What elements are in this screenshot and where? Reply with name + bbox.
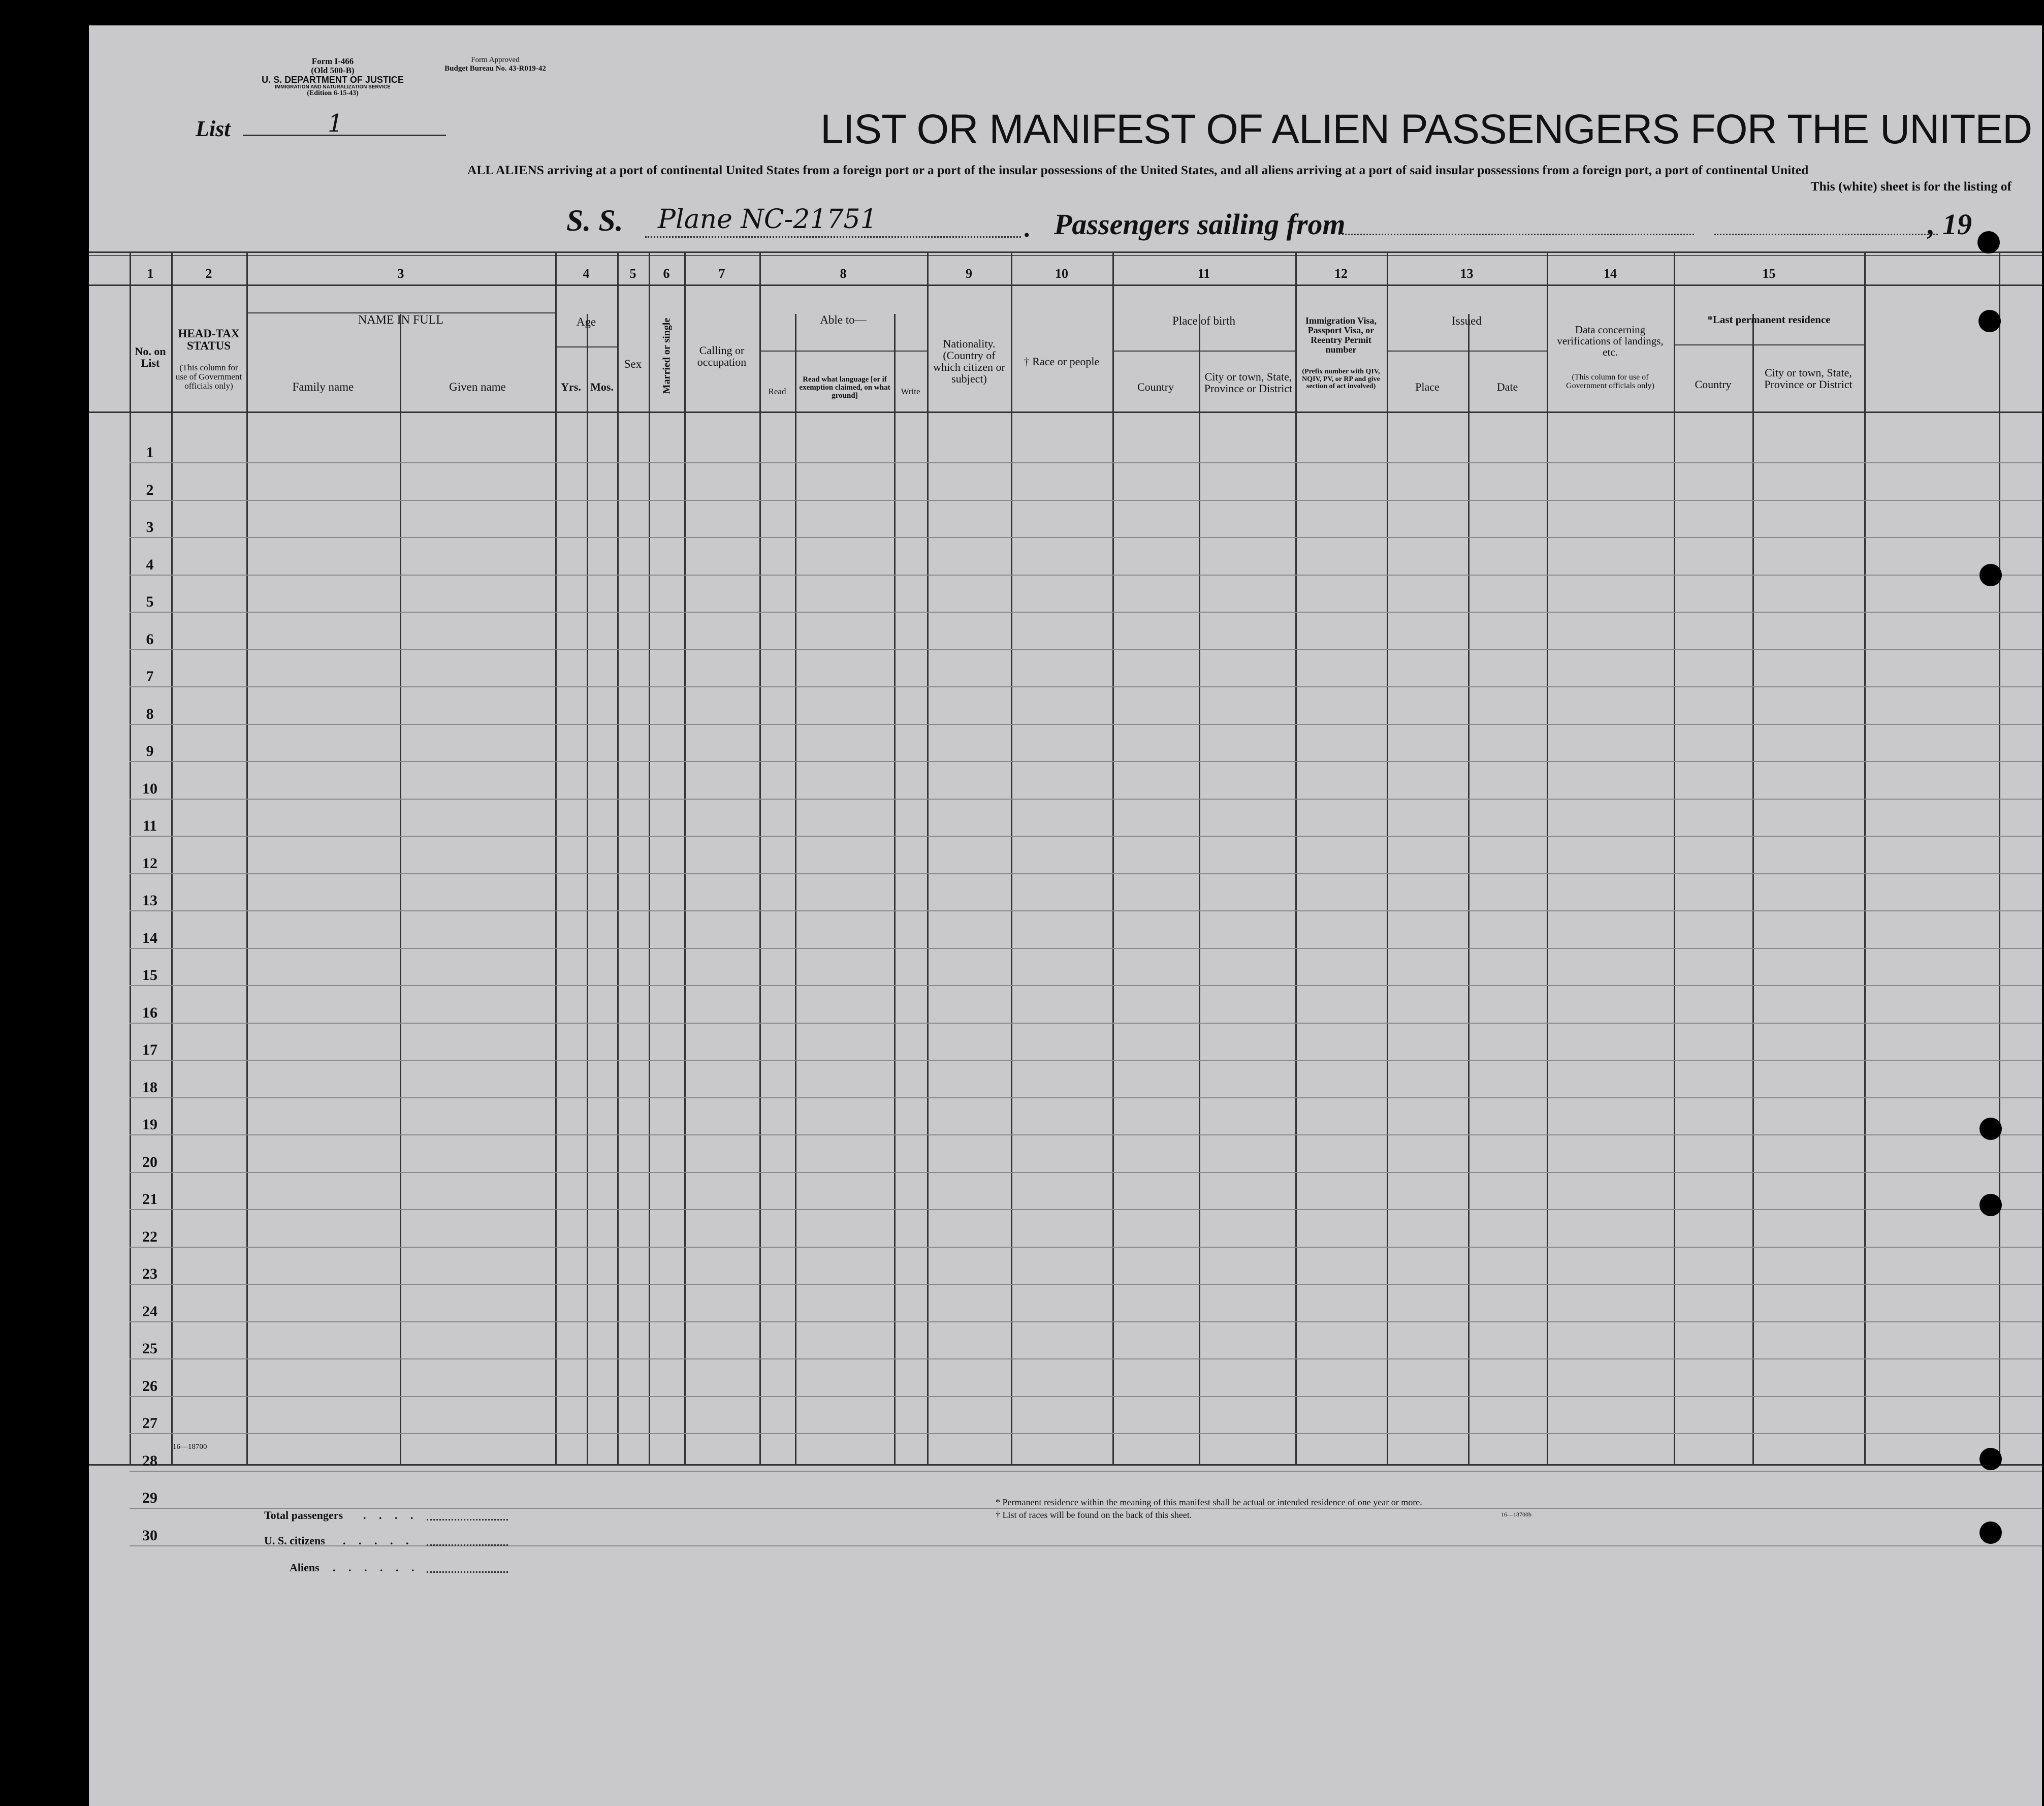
department: U. S. DEPARTMENT OF JUSTICE bbox=[262, 74, 404, 85]
col-number-5: 5 bbox=[629, 266, 636, 281]
form-number: Form I-466 bbox=[311, 56, 354, 66]
table-row[interactable] bbox=[130, 1060, 2042, 1061]
row-number: 21 bbox=[142, 1191, 157, 1208]
subtitle-line-1: ALL ALIENS arriving at a port of continental United States from a foreign port or a port of the insular possessions of the United States, and all aliens arriving at a port of said insular possessions from a foreign port, a port of continental United bbox=[467, 163, 1809, 177]
col-number-11: 11 bbox=[1197, 266, 1210, 281]
row-number: 10 bbox=[142, 780, 157, 797]
punch-hole bbox=[1979, 1118, 2002, 1140]
table-top-border bbox=[89, 251, 2042, 253]
table-row[interactable] bbox=[130, 1209, 2042, 1210]
header-read: Read bbox=[768, 387, 786, 396]
table-row[interactable] bbox=[130, 1471, 2042, 1472]
table-row[interactable] bbox=[130, 1545, 2042, 1546]
list-label: List bbox=[196, 116, 231, 141]
row-number: 14 bbox=[142, 929, 157, 946]
row-number: 13 bbox=[142, 892, 157, 909]
table-row[interactable] bbox=[130, 948, 2042, 949]
header-head-tax-note: (This column for use of Government officials only) bbox=[175, 363, 242, 391]
edition: (Edition 6-15-43) bbox=[307, 89, 359, 98]
sailing-from-line[interactable] bbox=[1338, 234, 1694, 235]
row-number: 30 bbox=[142, 1527, 157, 1544]
header-issued-date: Date bbox=[1496, 381, 1518, 393]
table-row[interactable] bbox=[130, 1433, 2042, 1434]
punch-hole bbox=[1979, 1448, 2002, 1470]
row-number: 25 bbox=[142, 1340, 157, 1357]
table-row[interactable] bbox=[130, 612, 2042, 613]
header-age-yrs: Yrs. bbox=[561, 381, 581, 393]
row-number: 2 bbox=[146, 481, 154, 498]
footnote-races: † List of races will be found on the back of this sheet. bbox=[996, 1510, 1192, 1520]
row-number: 12 bbox=[142, 854, 157, 872]
table-row[interactable] bbox=[130, 1134, 2042, 1135]
header-place-of-birth: Place of birth bbox=[1172, 314, 1235, 327]
header-family-name: Family name bbox=[292, 381, 354, 393]
form-approved: Form Approved bbox=[471, 56, 520, 64]
punch-hole bbox=[1978, 310, 2001, 332]
header-read-language: Read what language [or if exemption claimed, on what ground] bbox=[799, 375, 890, 400]
aliens-dots: . . . . . . bbox=[333, 1561, 420, 1574]
us-citizens-dots: . . . . . bbox=[343, 1534, 414, 1547]
service-name: IMMIGRATION AND NATURALIZATION SERVICE bbox=[275, 84, 391, 90]
old-form-number: (Old 500-B) bbox=[311, 65, 355, 75]
header-visa-note: (Prefix number with QIV, NQIV, PV, or RP and give section of act involved) bbox=[1302, 368, 1380, 391]
total-passengers-dots: . . . . bbox=[363, 1509, 419, 1522]
form-id-block bbox=[236, 57, 429, 98]
row-number: 15 bbox=[142, 967, 157, 984]
aliens-label: Aliens bbox=[290, 1561, 320, 1574]
table-row[interactable] bbox=[130, 1023, 2042, 1024]
header-age-mos: Mos. bbox=[590, 381, 614, 393]
header-nationality: Nationality. (Country of which citizen or subject) bbox=[933, 337, 1005, 386]
col-number-15: 15 bbox=[1762, 266, 1776, 281]
subheader-rule bbox=[555, 346, 617, 347]
col-number-6: 6 bbox=[663, 266, 670, 281]
ss-period: . bbox=[1024, 214, 1030, 242]
row-number: 26 bbox=[142, 1377, 157, 1395]
total-passengers-label: Total passengers bbox=[264, 1509, 343, 1522]
header-data-concerning: Data concerning verifications of landings, etc. bbox=[1557, 324, 1664, 359]
header-residence-country: Country bbox=[1695, 378, 1732, 391]
row-number: 3 bbox=[146, 519, 154, 535]
header-data-note: (This column for use of Government officials only) bbox=[1566, 373, 1654, 390]
punch-hole bbox=[1977, 231, 2000, 254]
header-visa: Immigration Visa, Passport Visa, or Reentry Permit number bbox=[1305, 315, 1377, 355]
footer-code: 16—18700b bbox=[1501, 1511, 1531, 1518]
total-passengers-field[interactable] bbox=[427, 1519, 508, 1520]
table-bottom-rule bbox=[89, 1464, 2042, 1466]
row-number: 5 bbox=[146, 593, 154, 610]
row-number: 29 bbox=[142, 1490, 157, 1506]
header-no-on-list: No. on List bbox=[135, 345, 166, 370]
table-row[interactable] bbox=[130, 1097, 2042, 1098]
col-number-9: 9 bbox=[966, 266, 972, 281]
ship-name[interactable]: Plane NC-21751 bbox=[658, 204, 877, 235]
list-line bbox=[243, 135, 446, 136]
us-citizens-field[interactable] bbox=[427, 1544, 508, 1546]
punch-hole bbox=[1979, 1522, 2002, 1544]
row-number: 27 bbox=[142, 1415, 157, 1432]
table-row[interactable] bbox=[130, 462, 2042, 463]
manifest-sheet bbox=[89, 25, 2042, 1806]
table-row[interactable] bbox=[130, 1284, 2042, 1285]
col-border bbox=[1752, 314, 1754, 1466]
table-row[interactable] bbox=[130, 1172, 2042, 1173]
subheader-rule bbox=[1674, 344, 1864, 345]
list-number: 1 bbox=[328, 109, 343, 138]
table-row[interactable] bbox=[130, 1247, 2042, 1248]
sailing-label: Passengers sailing from bbox=[1054, 208, 1346, 241]
header-issued: Issued bbox=[1452, 314, 1482, 327]
col-number-12: 12 bbox=[1334, 266, 1348, 281]
table-row[interactable] bbox=[130, 1321, 2042, 1322]
row-number: 17 bbox=[142, 1041, 157, 1058]
ss-label: S. S. bbox=[566, 204, 623, 237]
header-birth-country: Country bbox=[1137, 381, 1174, 393]
header-issued-place: Place bbox=[1415, 381, 1440, 393]
col-border bbox=[1199, 314, 1200, 1466]
sailing-date-line[interactable] bbox=[1714, 234, 1938, 235]
row-number: 8 bbox=[146, 705, 154, 722]
col-number-2: 2 bbox=[205, 266, 212, 281]
column-number-rule bbox=[89, 284, 2042, 286]
header-sex: Sex bbox=[624, 358, 642, 370]
row-number: 20 bbox=[142, 1153, 157, 1170]
table-row[interactable] bbox=[130, 724, 2042, 725]
table-row[interactable] bbox=[130, 836, 2042, 837]
col-number-7: 7 bbox=[718, 266, 725, 281]
col-number-13: 13 bbox=[1460, 266, 1474, 281]
table-row[interactable] bbox=[130, 873, 2042, 874]
row-number: 16 bbox=[142, 1004, 157, 1021]
header-married-or-single: Married or single bbox=[661, 318, 673, 394]
manifest-title: LIST OR MANIFEST OF ALIEN PASSENGERS FOR THE UNITED bbox=[820, 106, 2032, 152]
row-number: 22 bbox=[142, 1228, 157, 1245]
row-number: 11 bbox=[142, 817, 157, 834]
header-able-to: Able to— bbox=[820, 313, 867, 326]
footnote-permanent-residence: * Permanent residence within the meaning of this manifest shall be actual or intended residence of one year or more. bbox=[996, 1497, 1422, 1507]
header-name-in-full: NAME IN FULL bbox=[358, 313, 443, 327]
budget-bureau: Budget Bureau No. 43-R019-42 bbox=[444, 64, 546, 73]
row-number: 18 bbox=[142, 1079, 157, 1096]
row-number: 23 bbox=[142, 1265, 157, 1282]
subheader-rule bbox=[759, 351, 927, 352]
approval-block bbox=[414, 56, 577, 73]
header-calling: Calling or occupation bbox=[697, 344, 747, 369]
table-row[interactable] bbox=[130, 799, 2042, 800]
form-code: 16—18700 bbox=[173, 1443, 207, 1451]
table-top-border-2 bbox=[89, 255, 2042, 256]
col-number-3: 3 bbox=[397, 266, 404, 281]
header-given-name: Given name bbox=[449, 381, 506, 393]
col-number-14: 14 bbox=[1604, 266, 1617, 281]
col-number-10: 10 bbox=[1055, 266, 1068, 281]
header-race: † Race or people bbox=[1024, 355, 1100, 368]
col-number-8: 8 bbox=[840, 266, 847, 281]
header-bottom-rule bbox=[89, 411, 2042, 413]
row-number: 1 bbox=[146, 444, 154, 461]
punch-hole bbox=[1979, 564, 2002, 586]
subheader-rule bbox=[1112, 351, 1295, 352]
col-border bbox=[400, 314, 401, 1466]
header-birth-city: City or town, State, Province or District bbox=[1204, 370, 1293, 395]
row-number: 24 bbox=[142, 1303, 157, 1320]
table-row[interactable] bbox=[130, 649, 2042, 650]
row-number: 6 bbox=[146, 630, 154, 648]
table-row[interactable] bbox=[130, 761, 2042, 762]
col-border bbox=[587, 314, 588, 1466]
col-number-1: 1 bbox=[147, 266, 154, 281]
table-row[interactable] bbox=[130, 985, 2042, 986]
ship-name-line bbox=[645, 236, 1021, 238]
row-number: 9 bbox=[146, 743, 154, 759]
us-citizens-label: U. S. citizens bbox=[264, 1534, 325, 1547]
year-prefix: , 19 bbox=[1928, 208, 1972, 241]
table-row[interactable] bbox=[130, 575, 2042, 576]
table-row[interactable] bbox=[130, 537, 2042, 538]
punch-hole bbox=[1979, 1194, 2002, 1216]
col-border bbox=[894, 314, 896, 1466]
table-row[interactable] bbox=[130, 500, 2042, 501]
row-number: 4 bbox=[146, 556, 154, 573]
table-row[interactable] bbox=[130, 1396, 2042, 1397]
col-border bbox=[795, 314, 796, 1466]
row-number: 7 bbox=[146, 668, 154, 685]
row-number: 19 bbox=[142, 1116, 157, 1133]
table-row[interactable] bbox=[130, 1358, 2042, 1359]
header-residence-city: City or town, State, Province or District bbox=[1764, 366, 1853, 391]
header-head-tax: HEAD-TAX STATUS bbox=[178, 327, 240, 353]
table-row[interactable] bbox=[130, 910, 2042, 911]
subheader-rule bbox=[1387, 351, 1547, 352]
subtitle-line-2: This (white) sheet is for the listing of bbox=[1810, 179, 2011, 194]
header-age: Age bbox=[576, 315, 596, 328]
table-row[interactable] bbox=[130, 686, 2042, 687]
aliens-field[interactable] bbox=[427, 1571, 508, 1573]
col-number-4: 4 bbox=[583, 266, 590, 281]
header-last-residence: *Last permanent residence bbox=[1707, 313, 1831, 326]
row-number: 28 bbox=[142, 1452, 157, 1469]
col-border bbox=[1468, 314, 1470, 1466]
header-write: Write bbox=[901, 387, 920, 396]
